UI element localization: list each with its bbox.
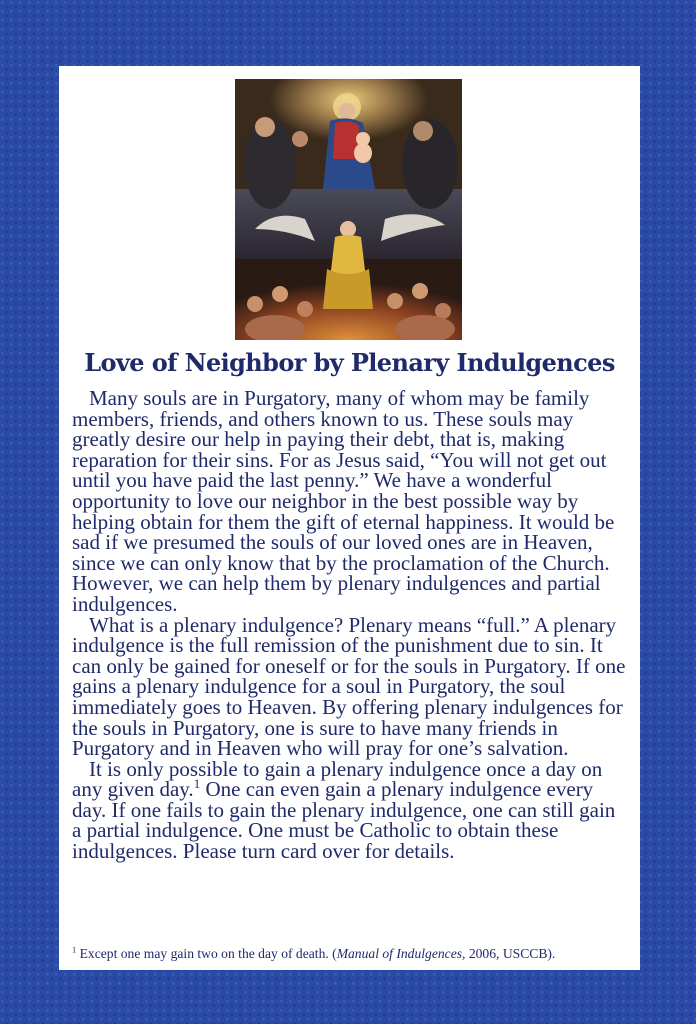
paragraph-once-a-day-start: It is only possible to gain a plenary indulgence once a day on any given day.	[72, 756, 603, 802]
painting-image	[235, 79, 462, 340]
footnote-reference: 1	[193, 776, 201, 792]
card-body	[72, 388, 629, 862]
paragraph-plenary-definition: What is a plenary indulgence? Plenary means “full.” A plenary indulgence is the full remission of the punishment due to sin. It can only be gained for oneself or for the souls in Purgatory. If one gains a plenary indulgence for a soul in Purgatory, the soul immediately goes to Heaven. By offering plenary indulgences for the souls in Purgatory, one is sure to have many friends in Purgatory and in Heaven who will pray for one’s salvation.	[72, 612, 626, 761]
footnote-source-title: Manual of Indulgences,	[336, 946, 466, 961]
madonna-angel-purgatory-painting	[235, 79, 462, 340]
prayer-card	[59, 66, 640, 970]
paragraph-once-a-day-end: One can even gain a plenary indulgence every day. If one fails to gain the plenary indulgence, one can still gain a partial indulgence. One must be Catholic to obtain these indulgences. Please turn card over for details.	[72, 777, 616, 864]
paragraph-once-a-day	[72, 756, 629, 864]
footnote-text-start: Except one may gain two on the day of death. (	[76, 946, 337, 961]
footnote-text-end: 2006, USCCB).	[465, 946, 556, 961]
footnote	[72, 946, 630, 962]
card-title: Love of Neighbor by Plenary Indulgences	[84, 348, 615, 377]
paragraph-purgatory: Many souls are in Purgatory, many of whom may be family members, friends, and others known to us. These souls may greatly desire our help in paying their debt, that is, making reparation for their sins. For as Jesus said, “You will not get out until you have paid the last penny.” We have a wonderful opportunity to love our neighbor in the best possible way by helping obtain for them the gift of eternal happiness. It would be sad if we presumed the souls of our loved ones are in Heaven, since we can only know that by the proclamation of the Church. However, we can help them by plenary indulgences and partial indulgences.	[72, 386, 615, 616]
footnote-mark: 1	[72, 944, 77, 955]
